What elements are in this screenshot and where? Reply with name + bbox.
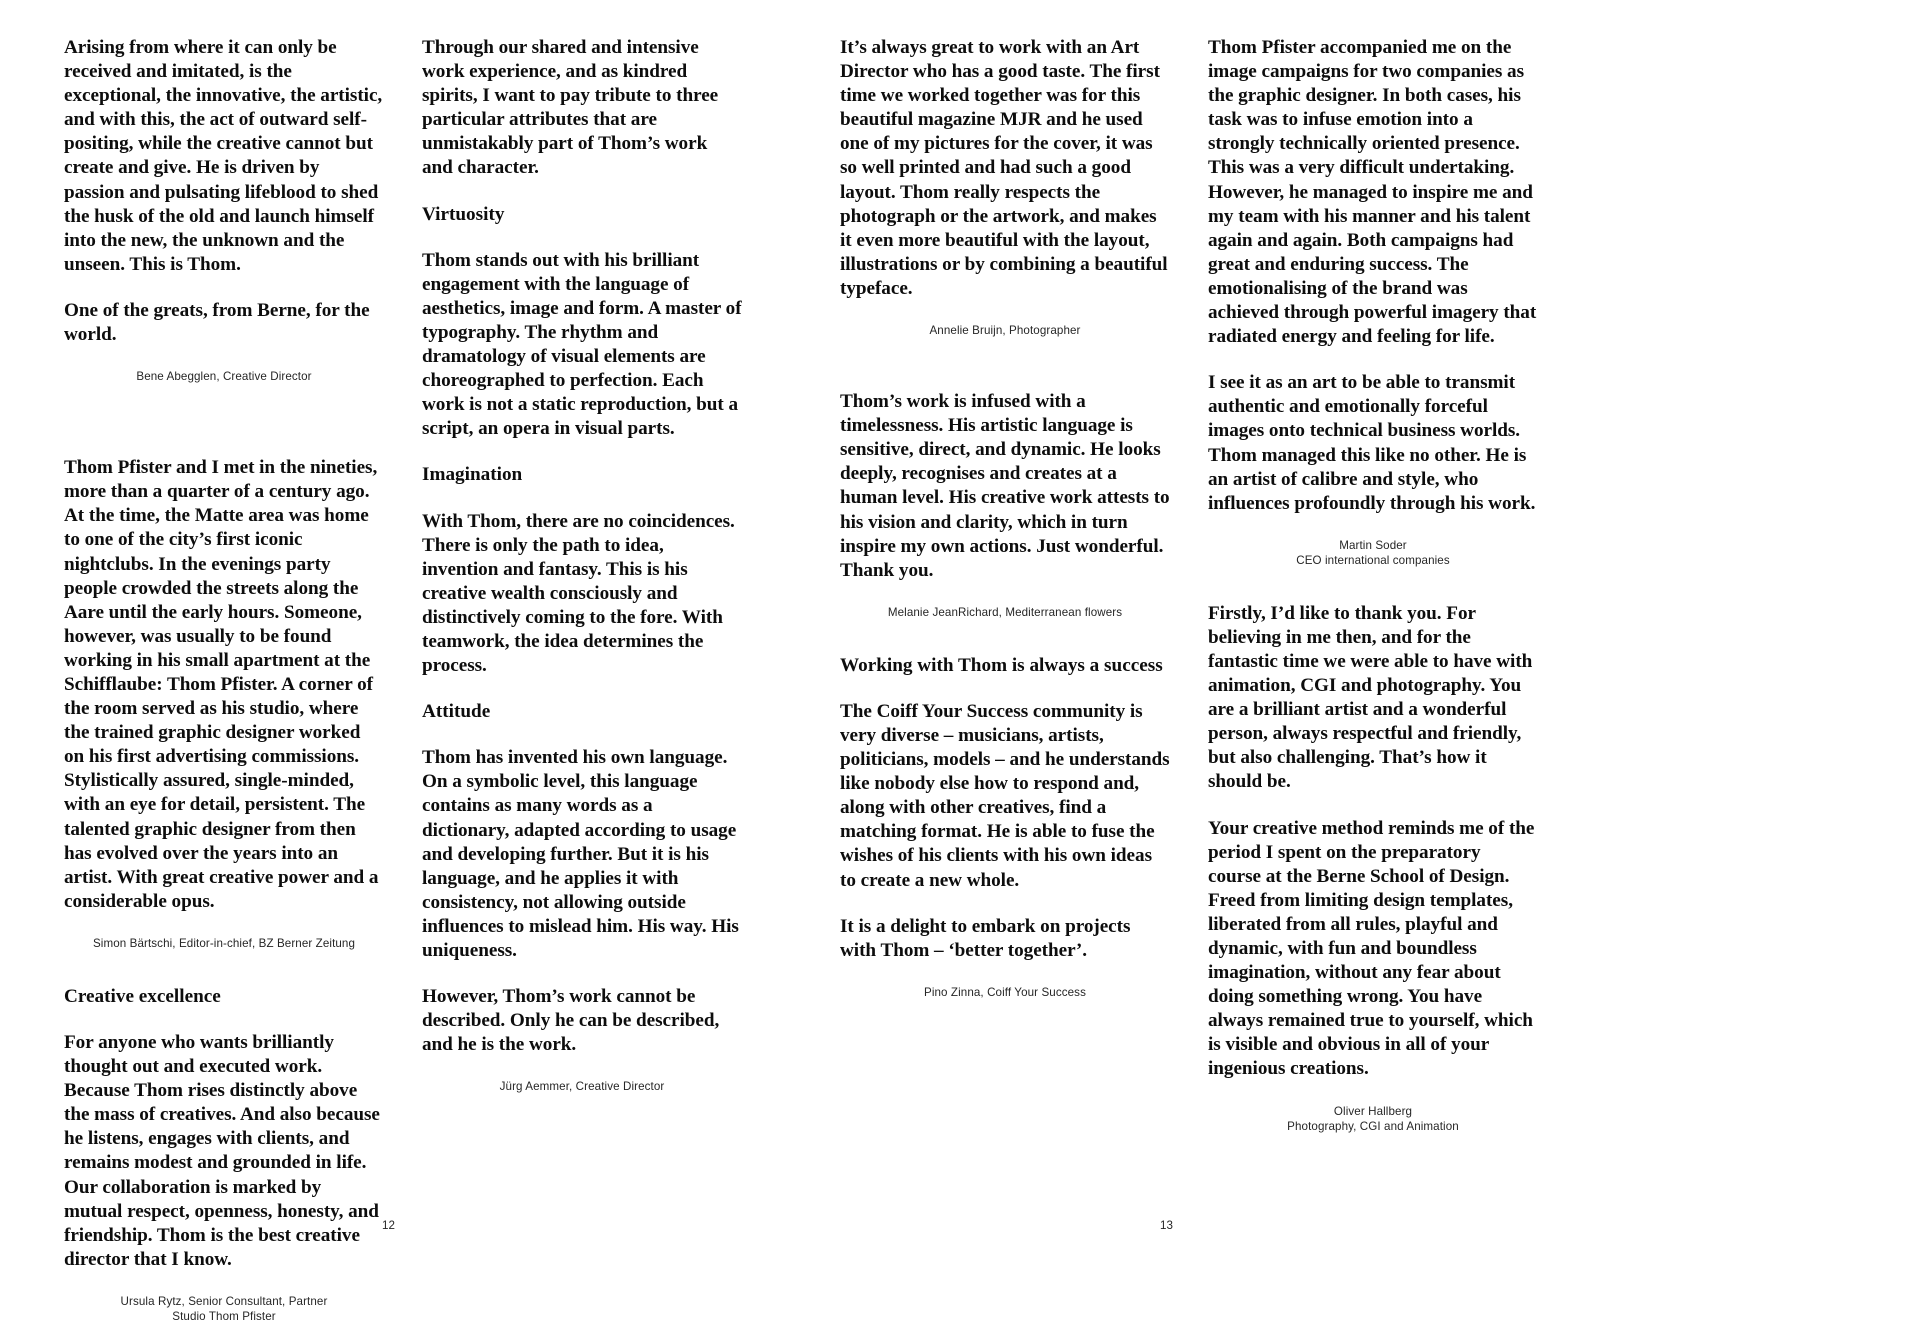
column-2 [422, 36, 742, 1176]
paragraph: Thom stands out with his brilliant engagement with the language of aesthetics, image and form. A master of typography. The rhythm and dramatology of visual elements are choreographed to perfection. Each work is not a static reproduction, but a script, an opera in visual parts. [422, 249, 742, 440]
spacer [64, 384, 384, 456]
paragraph: Your creative method reminds me of the period I spent on the preparatory course at the Berne School of Design. Freed from limiting design templates, liberated from all rules, playful and dynamic, with fun and boundless imagination, without any fear about doing something wrong. You have always remained true to yourself, which is visible and obvious in all of your ingenious creations. [1208, 817, 1535, 1080]
spacer [1208, 568, 1538, 602]
paragraph: I see it as an art to be able to transmit authentic and emotionally forceful images onto technical business worlds. Thom managed this like no other. He is an artist of calibre and style, who influences profoundly through his work. [1208, 372, 1536, 514]
attribution-line: Studio Thom Pfister [172, 1309, 276, 1323]
attribution-line: Melanie JeanRichard, Mediterranean flowers [887, 605, 1123, 619]
paragraph: It’s always great to work with an Art Director who has a good taste. The first time we worked together was for this beautiful magazine MJR and he used one of my pictures for the cover, it was so well printed and had such a good layout. Thom really respects the photograph or the artwork, and makes it even more beautiful with the layout, illustrations or by combining a beautiful typeface. [840, 37, 1168, 299]
paragraph: Firstly, I’d like to thank you. For believing in me then, and for the fantastic time we were able to have with animation, CGI and photography. You are a brilliant artist and a wonderful person, always respectful and friendly, but also challenging. That’s how it should be. [1208, 602, 1533, 793]
page-number-right: 13 [1160, 1219, 1173, 1232]
section-heading: Creative excellence [64, 985, 221, 1007]
spacer [840, 620, 1170, 654]
attribution [840, 323, 1170, 338]
section-heading: Imagination [422, 464, 523, 486]
attribution [840, 605, 1170, 620]
paragraph: One of the greats, from Berne, for the world. [64, 299, 370, 346]
attribution [1208, 538, 1538, 568]
attribution [64, 369, 384, 384]
spacer [64, 951, 384, 985]
spacer [840, 338, 1170, 390]
attribution-line: Bene Abegglen, Creative Director [136, 370, 312, 384]
paragraph: Thom Pfister accompanied me on the image campaigns for two companies as the graphic designer. In both cases, his task was to infuse emotion into a strongly technically oriented presence. This was a very difficult undertaking. However, he managed to inspire me and my team with his manner and his talent again and again. Both campaigns had great and enduring success. The emotionalising of the brand was achieved through powerful imagery that radiated energy and feeling for life. [1208, 37, 1537, 348]
paragraph: Arising from where it can only be received and imitated, is the exceptional, the innovative, the artistic, and with this, the act of outward self-positing, while the creative cannot but create and give. He is driven by passion and pulsating lifeblood to shed the husk of the old and launch himself into the new, the unknown and the unseen. This is Thom. [64, 37, 383, 275]
attribution [1208, 1104, 1538, 1134]
attribution-line: Annelie Bruijn, Photographer [929, 324, 1081, 338]
paragraph: Thom has invented his own language. On a symbolic level, this language contains as many words as a dictionary, adapted according to usage and developing further. But it is his language, and he applies it with consistency, not allowing outside influences to mislead him. His way. His uniqueness. [422, 747, 739, 961]
paragraph: However, Thom’s work cannot be described. Only he can be described, and he is the work. [422, 986, 720, 1056]
page-right [780, 36, 1920, 1176]
column-4 [1208, 36, 1538, 1176]
paragraph: With Thom, there are no coincidences. There is only the path to idea, invention and fantasy. This is his creative wealth consciously and distinctively coming to the fore. With teamwork, the idea determines the process. [422, 510, 735, 677]
attribution [64, 936, 384, 951]
attribution-line: Martin Soder [1339, 538, 1407, 552]
attribution-line: Jürg Aemmer, Creative Director [499, 1080, 665, 1094]
section-heading: Virtuosity [422, 203, 505, 225]
paragraph: Thom Pfister and I met in the nineties, more than a quarter of a century ago. At the time, the Matte area was home to one of the city’s first iconic nightclubs. In the evenings party people crowded the streets along the Aare until the early hours. Someone, however, was usually to be found working in his small apartment at the Schifflaube: Thom Pfister. A corner of the room served as his studio, where the trained graphic designer worked on his first advertising commissions. Stylistically assured, single-minded, with an eye for detail, persistent. The talented graphic designer from then has evolved over the years into an artist. With great creative power and a considerable opus. [64, 457, 379, 912]
attribution-line: Photography, CGI and Animation [1287, 1119, 1459, 1133]
attribution-line: CEO international companies [1296, 553, 1450, 567]
paragraph: Through our shared and intensive work experience, and as kindred spirits, I want to pay tribute to three particular attributes that are unmistakably part of Thom’s work and character. [422, 37, 719, 179]
section-heading: Attitude [422, 701, 491, 723]
column-3 [840, 36, 1170, 1176]
attribution-line: Simon Bärtschi, Editor-in-chief, BZ Berner Zeitung [92, 936, 356, 950]
attribution-line: Oliver Hallberg [1333, 1104, 1413, 1118]
attribution [422, 1079, 742, 1094]
attribution [64, 1294, 384, 1324]
page-number-left: 12 [382, 1219, 395, 1232]
paragraph: For anyone who wants brilliantly thought out and executed work. Because Thom rises distinctly above the mass of creatives. And also because he listens, engages with clients, and remains modest and grounded in life. Our collaboration is marked by mutual respect, openness, honesty, and friendship. Thom is the best creative director that I know. [64, 1032, 380, 1270]
paragraph: Thom’s work is infused with a timelessness. His artistic language is sensitive, direct, and dynamic. He looks deeply, recognises and creates at a human level. His creative work attests to his vision and clarity, which in turn inspire my own actions. Just wonderful. Thank you. [840, 391, 1170, 581]
attribution-line: Ursula Rytz, Senior Consultant, Partner [120, 1294, 328, 1308]
attribution [840, 985, 1170, 1000]
column-1 [64, 36, 384, 1323]
section-heading: Working with Thom is always a success [840, 654, 1163, 676]
paragraph: It is a delight to embark on projects with Thom – ‘better together’. [840, 915, 1131, 961]
attribution-line: Pino Zinna, Coiff Your Success [924, 985, 1086, 999]
paragraph: The Coiff Your Success community is very diverse – musicians, artists, politicians, models – and he understands like nobody else how to respond and, along with other creatives, find a matching format. He is able to fuse the wishes of his clients with his own ideas to create a new whole. [840, 700, 1170, 891]
